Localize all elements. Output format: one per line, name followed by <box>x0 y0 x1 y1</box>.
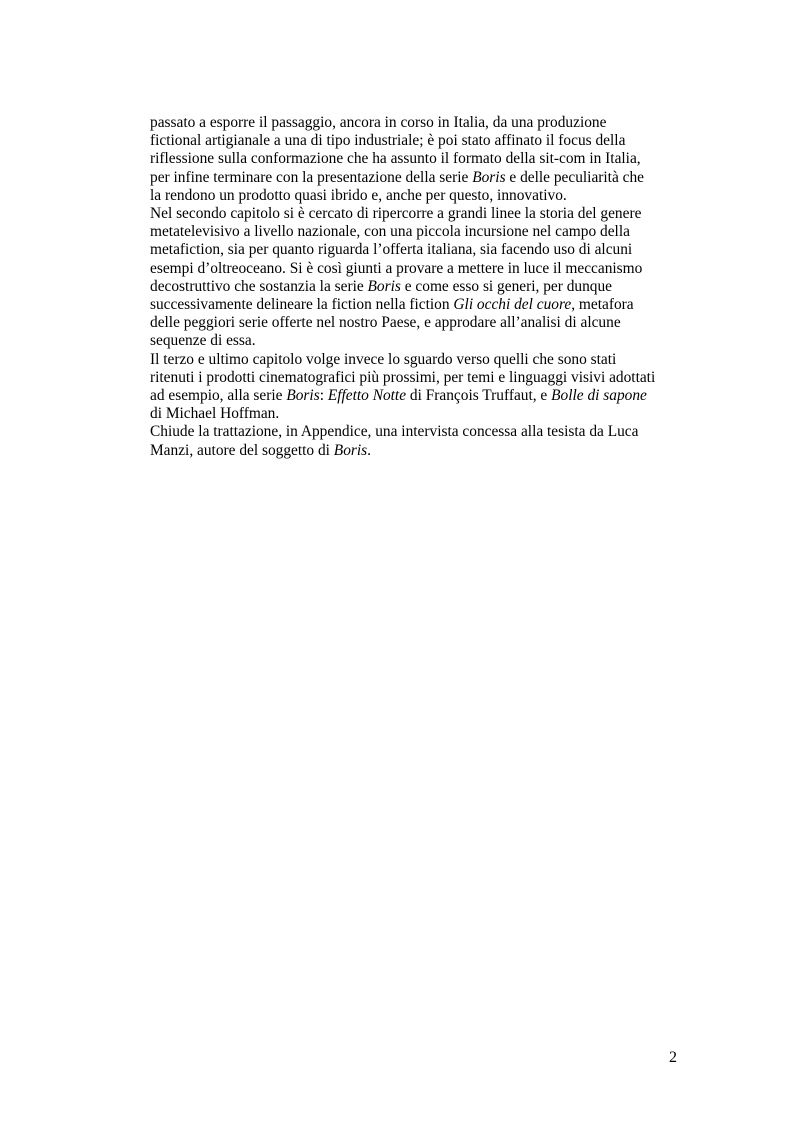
italic-title-text: Gli occhi del cuore <box>453 296 572 314</box>
text-segment: . <box>367 441 372 459</box>
text-segment: per infine terminare con la presentazione della serie <box>150 168 473 186</box>
text-segment: sequenze di essa. <box>150 332 256 350</box>
text-segment: fictional artigianale a una di tipo industriale; è poi stato affinato il focus della <box>150 132 626 150</box>
text-line <box>150 241 690 259</box>
text-line <box>150 114 690 132</box>
text-segment: , metafora <box>571 296 634 314</box>
text-line <box>150 314 690 332</box>
text-line <box>150 369 690 387</box>
text-segment: Il terzo e ultimo capitolo volge invece lo sguardo verso quelli che sono stati <box>150 350 617 368</box>
text-segment: Nel secondo capitolo si è cercato di ripercorre a grandi linee la storia del genere <box>150 205 642 223</box>
text-line <box>150 260 690 278</box>
italic-title-text: Boris <box>333 441 368 459</box>
body-text <box>150 114 690 460</box>
text-segment: la rendono un prodotto quasi ibrido e, anche per questo, innovativo. <box>150 186 567 204</box>
text-segment: di François Truffaut, e <box>406 387 552 405</box>
text-segment: Manzi, autore del soggetto di <box>150 441 334 459</box>
text-segment: ritenuti i prodotti cinematografici più prossimi, per temi e linguaggi visivi adottati <box>150 368 656 386</box>
text-segment: e delle peculiarità che <box>505 168 644 186</box>
text-segment: riflessione sulla conformazione che ha assunto il formato della sit-com in Italia, <box>150 150 641 168</box>
text-segment: esempi d’oltreoceano. Si è così giunti a provare a mettere in luce il meccanismo <box>150 259 643 277</box>
text-line <box>150 351 690 369</box>
text-segment: e come esso si generi, per dunque <box>400 277 613 295</box>
italic-title-text: Effetto Notte <box>327 387 407 405</box>
text-segment: passato a esporre il passaggio, ancora in corso in Italia, da una produzione <box>150 114 607 131</box>
page-number: 2 <box>669 1049 677 1066</box>
text-line <box>150 187 690 205</box>
text-line <box>150 405 690 423</box>
italic-title-text: Boris <box>286 387 320 405</box>
text-segment: ad esempio, alla serie <box>150 387 287 405</box>
text-segment: delle peggiori serie offerte nel nostro Paese, e approdare all’analisi di alcune <box>150 314 621 332</box>
text-line <box>150 423 690 441</box>
text-segment: : <box>319 387 328 405</box>
text-line <box>150 387 690 405</box>
text-line <box>150 169 690 187</box>
text-segment: di Michael Hoffman. <box>150 405 280 423</box>
text-segment: successivamente delineare la fiction nella fiction <box>150 296 454 314</box>
text-line <box>150 205 690 223</box>
italic-title-text: Boris <box>472 168 506 186</box>
text-line <box>150 442 690 460</box>
text-line <box>150 332 690 350</box>
text-segment: metafiction, sia per quanto riguarda l’offerta italiana, sia facendo uso di alcuni <box>150 241 633 259</box>
italic-title-text: Bolle di sapone <box>551 387 647 405</box>
text-line <box>150 150 690 168</box>
text-segment: metatelevisivo a livello nazionale, con una piccola incursione nel campo della <box>150 223 630 241</box>
text-line <box>150 132 690 150</box>
text-segment: decostruttivo che sostanzia la serie <box>150 277 368 295</box>
text-line <box>150 278 690 296</box>
text-line <box>150 223 690 241</box>
text-line <box>150 296 690 314</box>
text-segment: Chiude la trattazione, in Appendice, una intervista concessa alla tesista da Luca <box>150 423 639 441</box>
italic-title-text: Boris <box>367 277 401 295</box>
